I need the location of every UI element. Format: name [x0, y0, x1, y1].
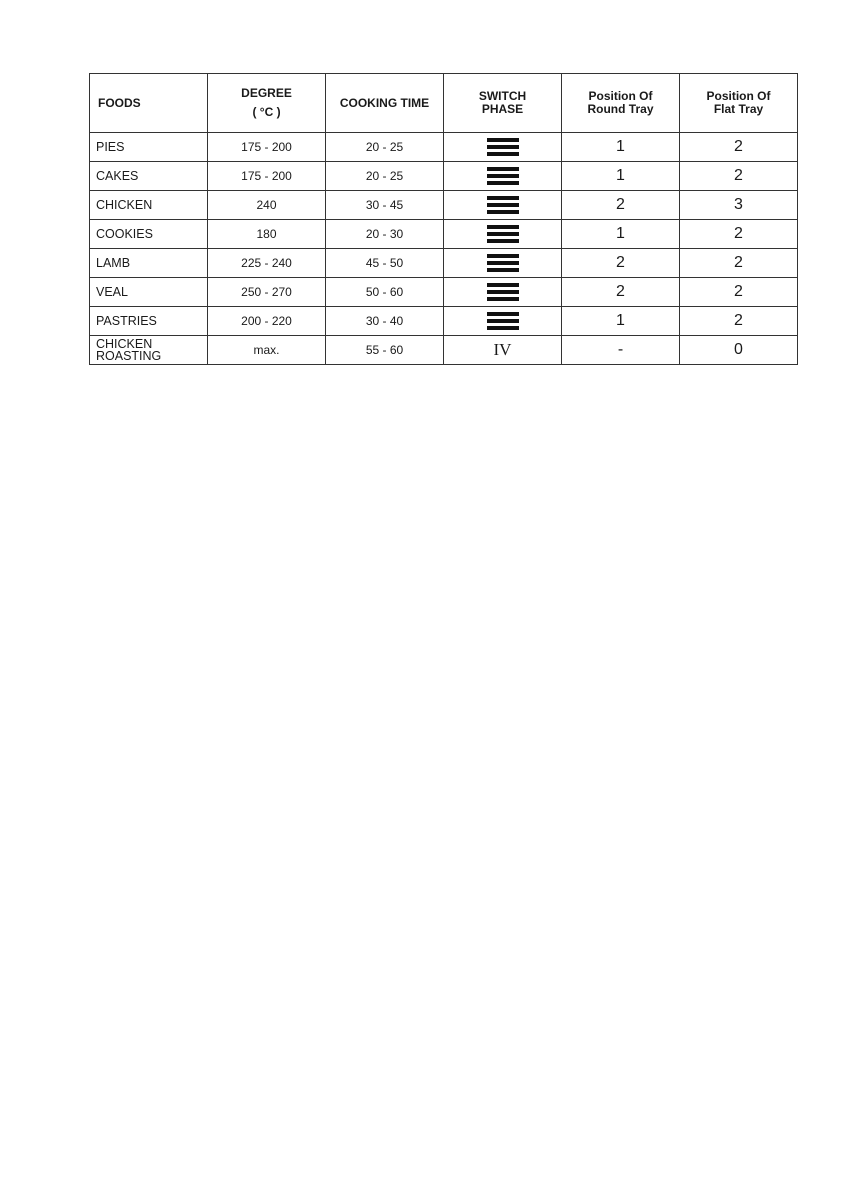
degree-cell: 175 - 200 [208, 133, 326, 162]
flat-tray-cell: 2 [680, 162, 798, 191]
header-foods [90, 74, 208, 133]
table-row [90, 307, 798, 336]
bars-icon [487, 254, 519, 273]
round-tray-cell: 1 [562, 220, 680, 249]
flat-tray-cell: 2 [680, 278, 798, 307]
bars-icon [487, 167, 519, 186]
table-row [90, 162, 798, 191]
table-row [90, 278, 798, 307]
header-switch-line2: PHASE [481, 102, 524, 116]
cooking-time-cell: 55 - 60 [326, 336, 444, 365]
food-cell: VEAL [90, 278, 208, 307]
degree-cell: 180 [208, 220, 326, 249]
round-tray-cell: 2 [562, 249, 680, 278]
switch-phase-cell [444, 162, 562, 191]
header-degree-unit: ( °C ) [252, 105, 281, 119]
bars-icon [487, 225, 519, 244]
cooking-time-cell: 45 - 50 [326, 249, 444, 278]
round-tray-cell: 1 [562, 133, 680, 162]
round-tray-cell: 1 [562, 307, 680, 336]
table-body [90, 133, 798, 365]
table-row [90, 133, 798, 162]
switch-phase-cell [444, 191, 562, 220]
bars-icon [487, 312, 519, 331]
table-row [90, 249, 798, 278]
cooking-table [89, 73, 798, 365]
round-tray-cell: 1 [562, 162, 680, 191]
switch-phase-cell [444, 249, 562, 278]
food-cell: PASTRIES [90, 307, 208, 336]
switch-phase-text: IV [493, 340, 512, 359]
degree-cell: 175 - 200 [208, 162, 326, 191]
table-row [90, 336, 798, 365]
food-cell: PIES [90, 133, 208, 162]
header-flat-line1: Position Of [706, 89, 771, 103]
degree-cell: 240 [208, 191, 326, 220]
table-header-row [90, 74, 798, 133]
header-degree [208, 74, 326, 133]
flat-tray-cell: 2 [680, 307, 798, 336]
header-round-line1: Position Of [588, 89, 653, 103]
header-switch-line1: SWITCH [478, 89, 527, 103]
flat-tray-cell: 0 [680, 336, 798, 365]
food-cell: CHICKEN [90, 191, 208, 220]
flat-tray-cell: 2 [680, 133, 798, 162]
food-cell: LAMB [90, 249, 208, 278]
food-cell: COOKIES [90, 220, 208, 249]
header-degree-label: DEGREE [241, 86, 292, 100]
flat-tray-cell: 2 [680, 249, 798, 278]
table-row [90, 220, 798, 249]
round-tray-cell: - [562, 336, 680, 365]
bars-icon [487, 196, 519, 215]
cooking-time-cell: 50 - 60 [326, 278, 444, 307]
header-round-tray [562, 74, 680, 133]
header-flat-tray [680, 74, 798, 133]
table-row [90, 191, 798, 220]
round-tray-cell: 2 [562, 278, 680, 307]
bars-icon [487, 283, 519, 302]
cooking-time-cell: 30 - 40 [326, 307, 444, 336]
food-label: CHICKEN ROASTING [96, 337, 162, 363]
flat-tray-cell: 3 [680, 191, 798, 220]
cooking-time-cell: 20 - 25 [326, 162, 444, 191]
degree-cell: max. [208, 336, 326, 365]
header-round-line2: Round Tray [587, 102, 654, 116]
degree-cell: 250 - 270 [208, 278, 326, 307]
switch-phase-cell [444, 133, 562, 162]
bars-icon [487, 138, 519, 157]
switch-phase-cell [444, 307, 562, 336]
food-cell: CAKES [90, 162, 208, 191]
cooking-time-cell: 20 - 30 [326, 220, 444, 249]
header-foods-label: FOODS [98, 95, 141, 110]
food-cell [90, 336, 208, 365]
cooking-time-cell: 20 - 25 [326, 133, 444, 162]
degree-cell: 225 - 240 [208, 249, 326, 278]
degree-cell: 200 - 220 [208, 307, 326, 336]
round-tray-cell: 2 [562, 191, 680, 220]
header-flat-line2: Flat Tray [713, 102, 764, 116]
switch-phase-cell [444, 220, 562, 249]
switch-phase-cell [444, 278, 562, 307]
switch-phase-cell [444, 336, 562, 365]
cooking-time-cell: 30 - 45 [326, 191, 444, 220]
header-switch-phase [444, 74, 562, 133]
flat-tray-cell: 2 [680, 220, 798, 249]
header-cooking-time-label: COOKING TIME [339, 95, 430, 110]
header-cooking-time [326, 74, 444, 133]
